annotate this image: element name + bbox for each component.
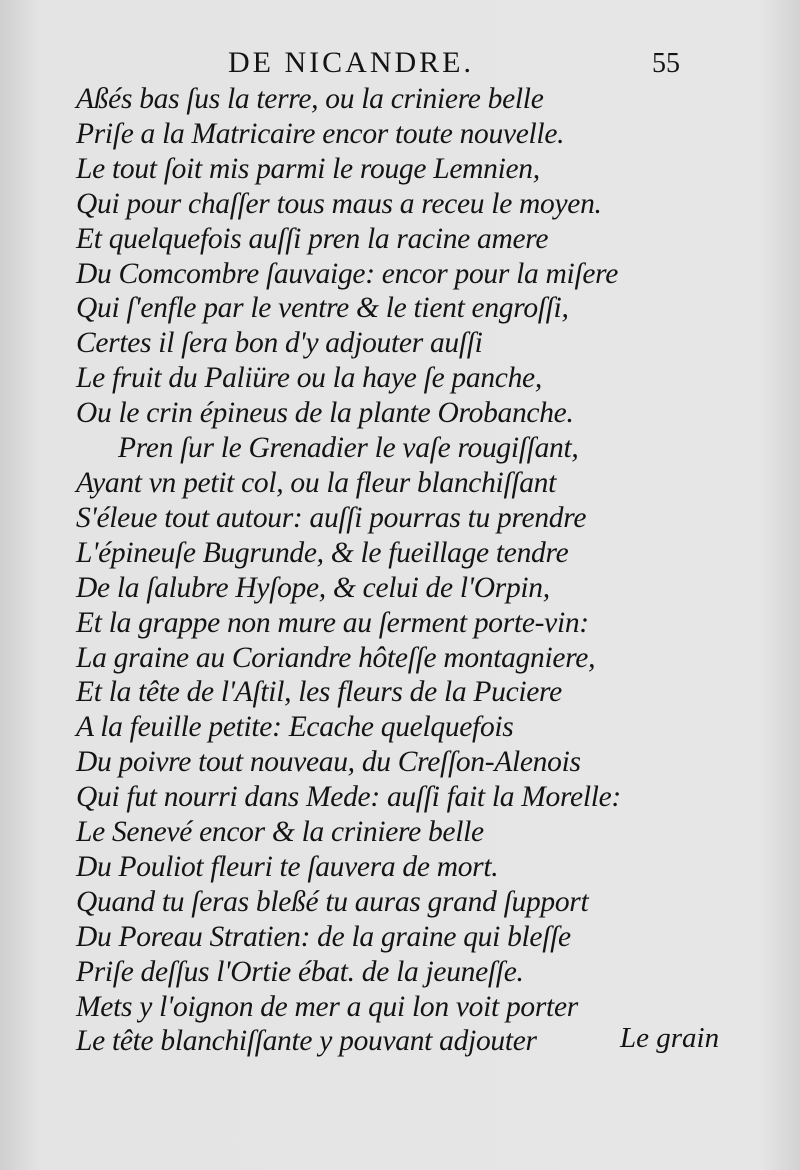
verse-line: Le Senevé encor & la criniere belle [76,816,484,849]
verse-line: Du poivre tout nouveau, du Creſſon-Alenois [76,746,581,779]
verse-line: Le tête blanchiſſante y pouvant adjouter [76,1025,537,1058]
verse-line: L'épineuſe Bugrunde, & le fueillage tendre [76,536,569,569]
catchword: Le grain [620,1022,720,1054]
verse-line: Qui ſ'enfle par le ventre & le tient engroſſi, [76,292,569,325]
verse-line: Ou le crin épineus de la plante Orobanche. [76,397,574,430]
page-number: 55 [652,48,680,79]
verse-line: A la feuille petite: Ecache quelquefois [76,711,514,744]
verse-line: Aßés bas ſus la terre, ou la criniere belle [76,83,544,115]
verse-line: Et la tête de l'Aſtil, les fleurs de la Puciere [76,676,562,709]
running-title: DE NICANDRE. [228,46,474,79]
verse-line: Du Comcombre ſauvaige: encor pour la miſere [76,257,619,290]
verse-line: Pren ſur le Grenadier le vaſe rougiſſant, [118,432,579,465]
verse-line: Priſe deſſus l'Ortie ébat. de la jeuneſſe. [76,955,524,988]
verse-block [76,82,716,1059]
page-header [0,44,800,84]
verse-line: Quand tu ſeras bleßé tu auras grand ſupport [76,885,589,918]
verse-line: De la ſalubre Hyſope, & celui de l'Orpin, [76,571,550,604]
verse-line: Ayant vn petit col, ou la fleur blanchiſſant [76,466,557,499]
verse-line: La graine au Coriandre hôteſſe montagniere, [76,641,596,674]
verse-line: Du Pouliot fleuri te ſauvera de mort. [76,850,499,883]
verse-line: Et la grappe non mure au ſerment porte-vin: [76,606,589,639]
verse-line: Du Poreau Stratien: de la graine qui bleſſe [76,920,571,953]
verse-line: Mets y l'oignon de mer a qui lon voit porter [76,990,578,1023]
verse-line: Qui fut nourri dans Mede: auſſi fait la Morelle: [76,781,621,814]
verse-line: Le tout ſoit mis parmi le rouge Lemnien, [76,152,540,185]
verse-line: Et quelquefois auſſi pren la racine amere [76,222,549,255]
verse-line: Le fruit du Paliüre ou la haye ſe panche, [76,362,542,395]
verse-line: S'éleue tout autour: auſſi pourras tu prendre [76,501,587,534]
verse-line: Certes il ſera bon d'y adjouter auſſi [76,327,483,360]
verse-line: Priſe a la Matricaire encor toute nouvelle. [76,117,565,150]
verse-line: Qui pour chaſſer tous maus a receu le moyen. [76,187,602,220]
